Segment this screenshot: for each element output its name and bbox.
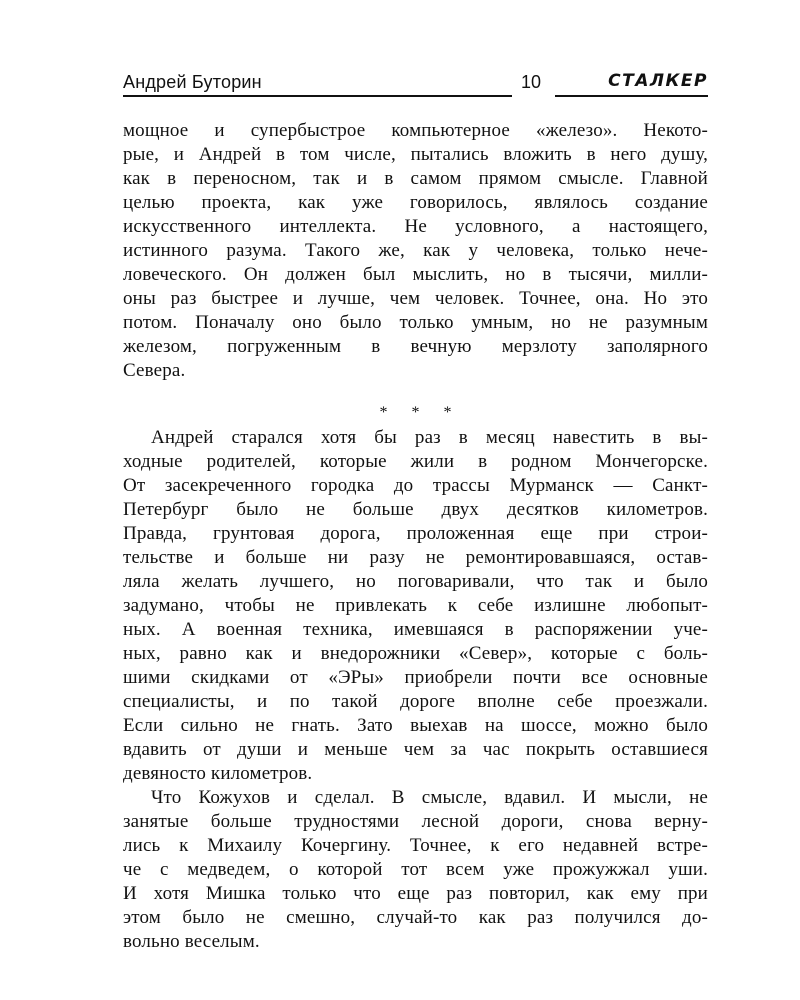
text-line: шими скидками от «ЭРы» приобрели почти все основные — [123, 667, 708, 688]
text-line: Что Кожухов и сделал. В смысле, вдавил. И мысли, не — [151, 787, 708, 808]
text-line: потом. Поначалу оно было только умным, но не разумным — [123, 312, 708, 333]
text-line: вольно веселым. — [123, 931, 260, 952]
text-line: че с медведем, о которой тот всем уже прожужжал уши. — [123, 859, 708, 880]
text-line: мощное и супербыстрое компьютерное «железо». Некото- — [123, 120, 708, 141]
text-line: Петербург было не больше двух десятков километров. — [123, 499, 708, 520]
text-line: целью проекта, как уже говорилось, являлось создание — [123, 192, 708, 213]
text-line: железом, погруженным в вечную мерзлоту заполярного — [123, 336, 708, 357]
text-line: истинного разума. Такого же, как у человека, только нече- — [123, 240, 708, 261]
header-rule-left — [123, 95, 512, 97]
text-line: тельстве и больше ни разу не ремонтировавшаяся, остав- — [123, 547, 708, 568]
text-line: специалисты, и по такой дороге вполне себе проезжали. — [123, 691, 708, 712]
text-line: занятые больше трудностями лесной дороги, снова верну- — [123, 811, 708, 832]
text-line: ных. А военная техника, имевшаяся в распоряжении уче- — [123, 619, 708, 640]
text-line: как в переносном, так и в самом прямом смысле. Главной — [123, 168, 708, 189]
paragraph-3 — [123, 786, 708, 954]
paragraph-1 — [123, 119, 708, 383]
running-head — [123, 70, 708, 98]
text-line: ных, равно как и внедорожники «Север», которые с боль- — [123, 643, 708, 664]
text-line: ловеческого. Он должен был мыслить, но в тысячи, милли- — [123, 264, 708, 285]
header-author: Андрей Буторин — [123, 72, 262, 92]
text-line: девяносто километров. — [123, 763, 313, 784]
text-line: И хотя Мишка только что еще раз повторил, как ему при — [123, 883, 708, 904]
text-line: Севера. — [123, 360, 186, 381]
text-line: Андрей старался хотя бы раз в месяц навестить в вы- — [151, 427, 708, 448]
header-series-title: СТАЛКЕР — [608, 71, 708, 91]
text-line: рые, и Андрей в том числе, пытались вложить в него душу, — [123, 144, 708, 165]
text-line: От засекреченного городка до трассы Мурманск — Санкт- — [123, 475, 708, 496]
section-separator: * * * — [379, 404, 462, 421]
text-line: оны раз быстрее и лучше, чем человек. Точнее, она. Но это — [123, 288, 708, 309]
text-line: этом было не смешно, случай-то как раз получился до- — [123, 907, 708, 928]
text-line: искусственного интеллекта. Не условного, а настоящего, — [123, 216, 708, 237]
text-line: ляла желать лучшего, но поговаривали, что так и было — [123, 571, 708, 592]
text-line: лись к Михаилу Кочергину. Точнее, к его недавней встре- — [123, 835, 708, 856]
text-line: Если сильно не гнать. Зато выехав на шоссе, можно было — [123, 715, 708, 736]
header-rule-right — [555, 95, 708, 97]
paragraph-2 — [123, 426, 708, 786]
text-line: ходные родителей, которые жили в родном Мончегорске. — [123, 451, 708, 472]
body-text — [123, 119, 708, 954]
text-line: вдавить от души и меньше чем за час покрыть оставшиеся — [123, 739, 708, 760]
page-number: 10 — [521, 72, 542, 92]
text-line: Правда, грунтовая дорога, проложенная еще при строи- — [123, 523, 708, 544]
text-line: задумано, чтобы не привлекать к себе излишне любопыт- — [123, 595, 708, 616]
